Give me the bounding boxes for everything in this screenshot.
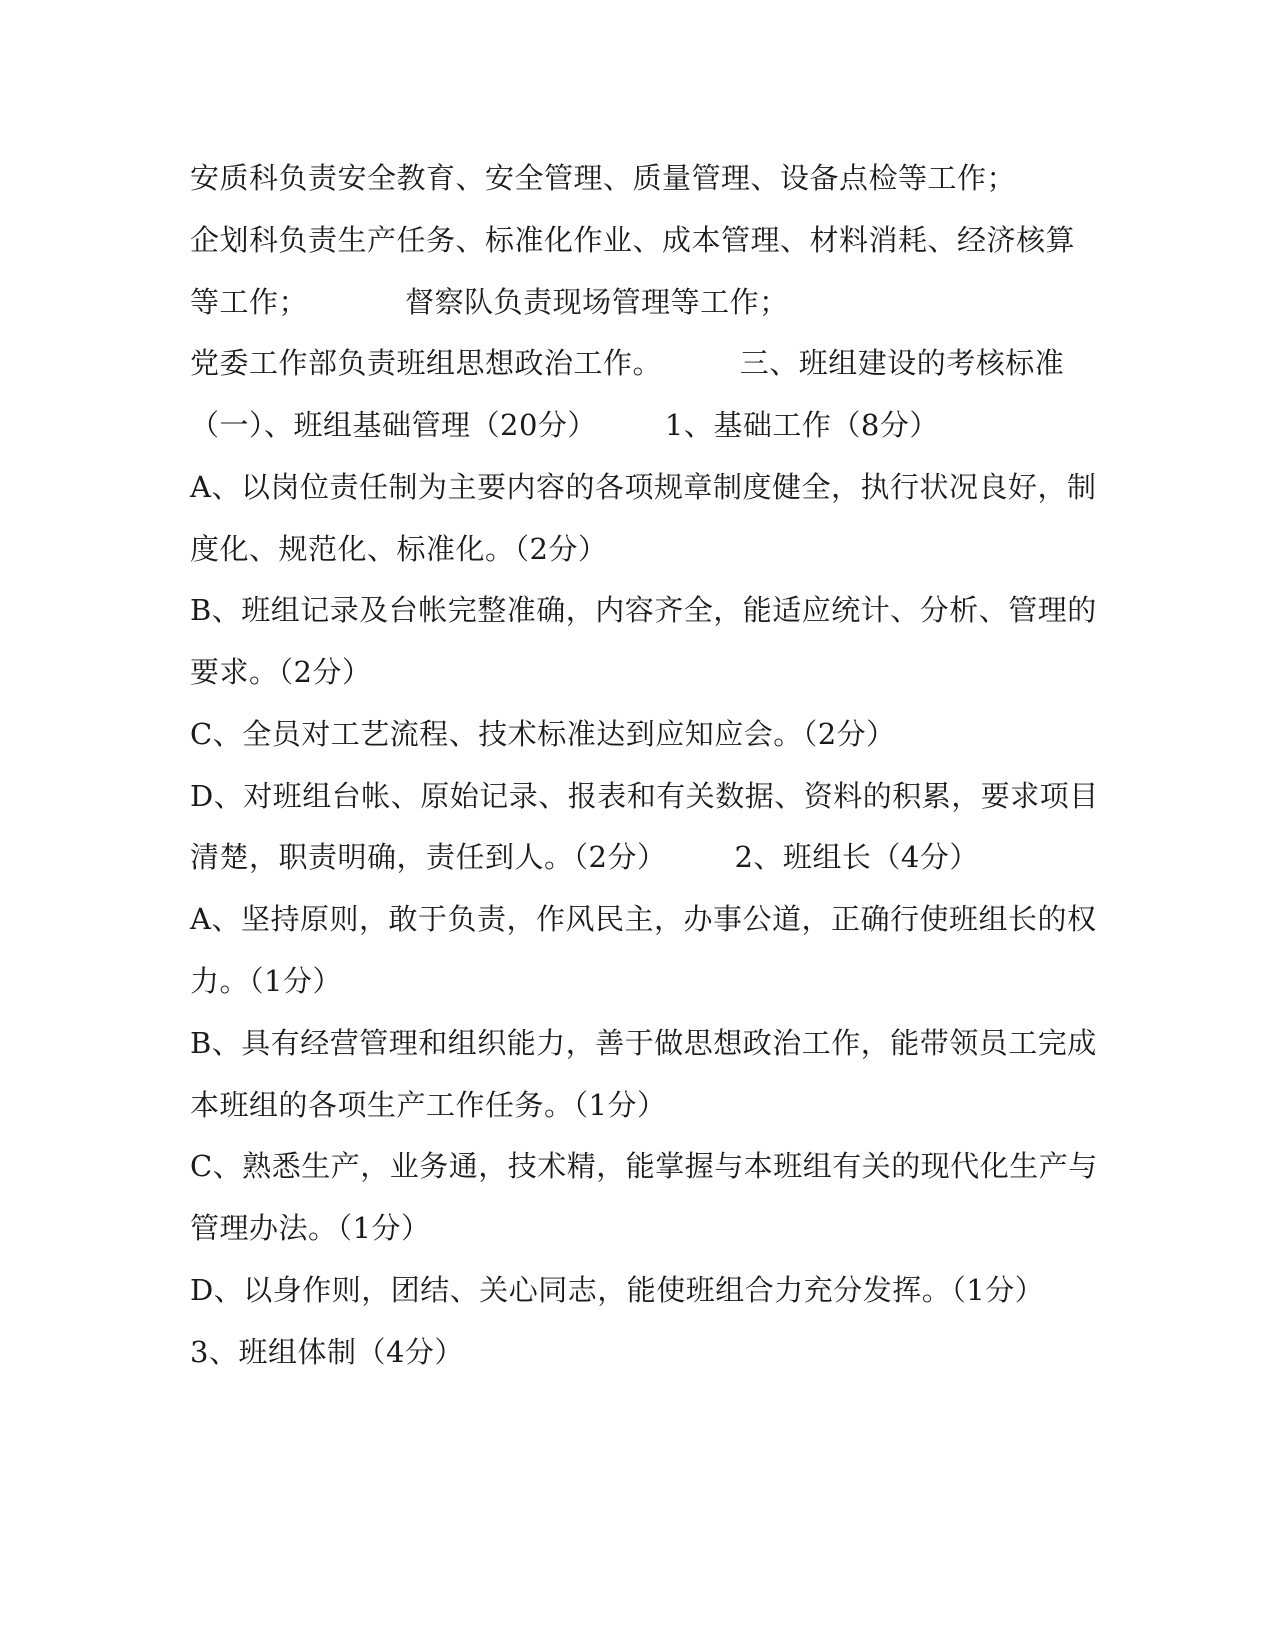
text-line: C、熟悉生产，业务通，技术精，能掌握与本班组有关的现代化生产与 — [190, 1149, 1098, 1183]
text-line: A、以岗位责任制为主要内容的各项规章制度健全，执行状况良好，制 — [190, 470, 1097, 504]
text-line: B、具有经营管理和组织能力，善于做思想政治工作，能带领员工完成 — [190, 1026, 1097, 1060]
text-line: A、坚持原则，敢于负责，作风民主，办事公道，正确行使班组长的权 — [190, 902, 1097, 936]
text-line: 本班组的各项生产工作任务。（1分） — [190, 1088, 667, 1122]
text-line: 企划科负责生产任务、标准化作业、成本管理、材料消耗、经济核算 — [190, 223, 1076, 257]
text-line: 3、班组体制（4分） — [190, 1335, 464, 1369]
text-line: 管理办法。（1分） — [190, 1211, 431, 1245]
text-line: 党委工作部负责班组思想政治工作。 三、班组建设的考核标准 — [190, 346, 1065, 380]
text-line: 安质科负责安全教育、安全管理、质量管理、设备点检等工作； — [190, 161, 1017, 195]
text-line: 清楚，职责明确，责任到人。（2分） 2、班组长（4分） — [190, 840, 979, 874]
text-line: C、全员对工艺流程、技术标准达到应知应会。（2分） — [190, 717, 896, 751]
text-line: D、以身作则，团结、关心同志，能使班组合力充分发挥。（1分） — [190, 1273, 1045, 1307]
text-line: B、班组记录及台帐完整准确，内容齐全，能适应统计、分析、管理的 — [190, 593, 1097, 627]
text-line: D、对班组台帐、原始记录、报表和有关数据、资料的积累，要求项目 — [190, 779, 1099, 813]
text-line: 度化、规范化、标准化。（2分） — [190, 532, 608, 566]
text-line: 等工作； 督察队负责现场管理等工作； — [190, 285, 789, 319]
text-line: （一）、班组基础管理（20分） 1、基础工作（8分） — [190, 408, 939, 442]
text-line: 要求。（2分） — [190, 655, 372, 689]
text-line: 力。（1分） — [190, 964, 342, 998]
